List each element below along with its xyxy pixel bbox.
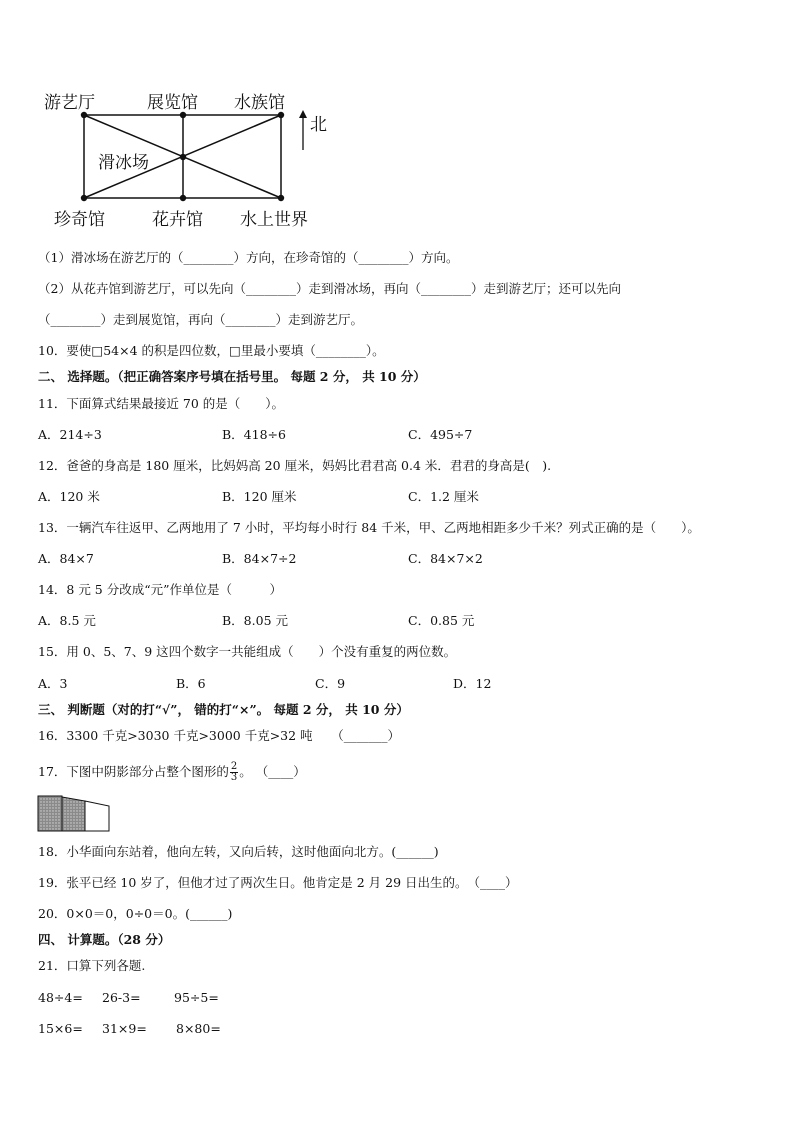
q12-option-b: B．120 厘米 bbox=[222, 489, 297, 504]
q11-option-c: C．495÷7 bbox=[408, 427, 473, 442]
q19: 19．张平已经 10 岁了，但他才过了两次生日。他肯定是 2 月 29 日出生的。 （____） bbox=[38, 875, 518, 890]
q18: 18．小华面向东站着，他向左转，又向后转，这时他面向北方。(______) bbox=[38, 844, 439, 859]
q14-stem: 14．8 元 5 分改成“元”作单位是（ ） bbox=[38, 582, 283, 597]
q20: 20．0×0＝0，0÷0＝0。(______) bbox=[38, 906, 233, 921]
q16: 16．3300 千克>3030 千克>3000 千克>32 吨 （_______） bbox=[38, 728, 401, 743]
q11-stem: 11．下面算式结果最接近 70 的是（ ）。 bbox=[38, 396, 285, 411]
q14-option-a: A．8.5 元 bbox=[38, 613, 96, 628]
q15-option-a: A．3 bbox=[38, 676, 68, 691]
q13-option-a: A．84×7 bbox=[38, 551, 94, 566]
q11-option-a: A．214÷3 bbox=[38, 427, 102, 442]
q14-option-b: B．8.05 元 bbox=[222, 613, 288, 628]
section2-heading: 二、 选择题。（把正确答案序号填在括号里。 每题 2 分， 共 10 分） bbox=[38, 369, 426, 384]
q21: 21．口算下列各题. bbox=[38, 958, 146, 973]
place-shuishangshijie: 水上世界 bbox=[240, 210, 308, 230]
q15-option-d: D．12 bbox=[453, 676, 492, 691]
calc-r2-c3: 8×80= bbox=[176, 1021, 221, 1036]
q10: 10．要使□54×4 的积是四位数，□里最小要填（________）。 bbox=[38, 343, 385, 358]
section3-heading: 三、 判断题（对的打“√”， 错的打“×”。 每题 2 分， 共 10 分） bbox=[38, 702, 409, 717]
calc-r2-c1: 15×6= bbox=[38, 1021, 83, 1036]
place-huahuiguan: 花卉馆 bbox=[152, 210, 203, 230]
section4-heading: 四、 计算题。（28 分） bbox=[38, 932, 171, 947]
q14-option-c: C．0.85 元 bbox=[408, 613, 475, 628]
q12-stem: 12．爸爸的身高是 180 厘米，比妈妈高 20 厘米，妈妈比君君高 0.4 米．君君的身高是( ). bbox=[38, 458, 552, 473]
place-zhanlanguan: 展览馆 bbox=[147, 93, 198, 113]
shaded-figure bbox=[37, 795, 113, 833]
q9-part2a: （2）从花卉馆到游艺厅，可以先向（________）走到滑冰场，再向（________）走到游艺厅；还可以先向 bbox=[38, 281, 621, 296]
q11-option-b: B．418÷6 bbox=[222, 427, 286, 442]
q15-option-b: B．6 bbox=[176, 676, 206, 691]
calc-r1-c1: 48÷4= bbox=[38, 990, 83, 1005]
place-youyiting: 游艺厅 bbox=[44, 93, 95, 113]
q17-blank: 。 （____） bbox=[239, 764, 306, 779]
q12-option-c: C．1.2 厘米 bbox=[408, 489, 479, 504]
q13-stem: 13．一辆汽车往返甲、乙两地用了 7 小时，平均每小时行 84 千米，甲、乙两地相距多少千米？列式正确的是（ ）。 bbox=[38, 520, 700, 535]
q17 bbox=[38, 762, 306, 783]
q15-option-c: C．9 bbox=[315, 676, 346, 691]
calc-r1-c3: 95÷5= bbox=[174, 990, 219, 1005]
place-zhenqiguan: 珍奇馆 bbox=[54, 210, 105, 230]
q15-stem: 15．用 0、5、7、9 这四个数字一共能组成（ ）个没有重复的两位数。 bbox=[38, 644, 457, 659]
q13-option-b: B．84×7÷2 bbox=[222, 551, 297, 566]
place-huabingchang: 滑冰场 bbox=[98, 153, 149, 173]
q12-option-a: A．120 米 bbox=[38, 489, 100, 504]
calc-r1-c2: 26-3= bbox=[102, 990, 141, 1005]
q13-option-c: C．84×7×2 bbox=[408, 551, 483, 566]
calc-r2-c2: 31×9= bbox=[102, 1021, 147, 1036]
direction-map bbox=[38, 82, 338, 232]
q17-fraction bbox=[230, 762, 238, 783]
place-shuizuguan: 水族馆 bbox=[234, 93, 285, 113]
q17-text: 17．下图中阴影部分占整个图形的 bbox=[38, 764, 229, 779]
q9-part2b: （________）走到展览馆，再向（________）走到游艺厅。 bbox=[38, 312, 364, 327]
q17-denominator: 3 bbox=[230, 772, 238, 783]
q9-part1: （1）滑冰场在游艺厅的（________）方向，在珍奇馆的（________）方向。 bbox=[38, 250, 459, 265]
q17-numerator: 2 bbox=[230, 761, 238, 772]
north-label: 北 bbox=[310, 115, 327, 135]
